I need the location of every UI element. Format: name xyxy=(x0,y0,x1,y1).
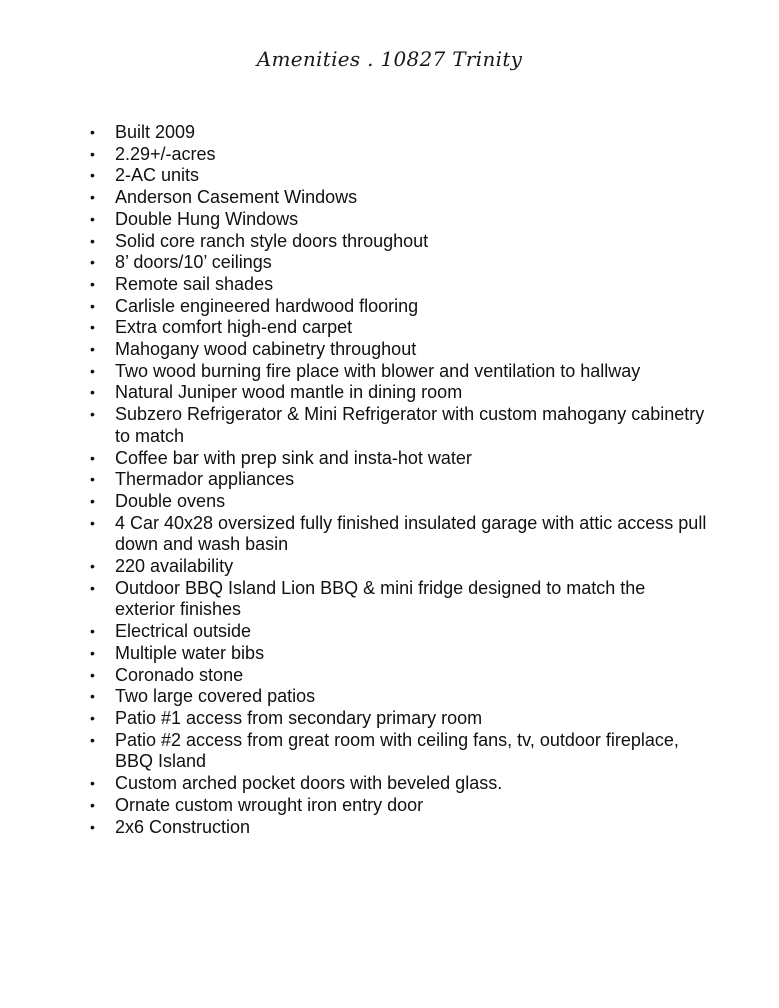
bullet-icon: • xyxy=(90,232,95,249)
list-item-text: Solid core ranch style doors throughout xyxy=(115,230,429,251)
list-item-text: Subzero Refrigerator & Mini Refrigerator with custom mahogany cabinetry to match xyxy=(115,404,705,446)
list-item xyxy=(90,513,710,556)
bullet-icon: • xyxy=(90,709,95,726)
bullet-icon: • xyxy=(90,492,95,509)
list-item-text: 8’ doors/10’ ceilings xyxy=(115,252,272,273)
list-item-text: Mahogany wood cabinetry throughout xyxy=(115,339,417,360)
bullet-icon: • xyxy=(90,471,95,488)
bullet-icon: • xyxy=(90,189,95,206)
list-item-text: Coronado stone xyxy=(115,664,244,685)
bullet-icon: • xyxy=(90,319,95,336)
bullet-icon: • xyxy=(90,514,95,531)
list-item-text: 220 availability xyxy=(115,556,234,577)
list-item-text: Natural Juniper wood mantle in dining room xyxy=(115,382,463,403)
list-item-text: Extra comfort high-end carpet xyxy=(115,317,353,338)
bullet-icon: • xyxy=(90,297,95,314)
bullet-icon: • xyxy=(90,449,95,466)
list-item-text: 4 Car 40x28 oversized fully finished insulated garage with attic access pull down and wash basin xyxy=(115,512,707,555)
bullet-icon: • xyxy=(90,341,95,358)
list-item xyxy=(90,144,710,166)
list-item xyxy=(90,795,710,817)
list-item-text: Double ovens xyxy=(115,490,226,511)
bullet-icon: • xyxy=(90,145,95,162)
list-item xyxy=(90,621,710,643)
list-item-text: Custom arched pocket doors with beveled glass. xyxy=(115,773,503,794)
list-item xyxy=(90,643,710,665)
list-item-text: Double Hung Windows xyxy=(115,208,299,229)
bullet-icon: • xyxy=(90,362,95,379)
list-item xyxy=(90,296,710,318)
list-item xyxy=(90,578,710,621)
list-item xyxy=(90,187,710,209)
list-item xyxy=(90,382,710,404)
bullet-icon: • xyxy=(90,210,95,227)
list-item xyxy=(90,730,710,773)
list-item-text: 2-AC units xyxy=(115,165,200,186)
list-item-text: Patio #1 access from secondary primary room xyxy=(115,707,483,728)
list-item-text: Coffee bar with prep sink and insta-hot water xyxy=(115,447,472,468)
list-item xyxy=(90,491,710,513)
bullet-icon: • xyxy=(90,384,95,401)
list-item-text: Two wood burning fire place with blower and ventilation to hallway xyxy=(115,360,641,381)
bullet-icon: • xyxy=(90,167,95,184)
list-item-text: Patio #2 access from great room with ceiling fans, tv, outdoor fireplace, BBQ Island xyxy=(115,729,679,772)
list-item-text: Multiple water bibs xyxy=(115,642,265,663)
list-item-text: Outdoor BBQ Island Lion BBQ & mini fridge designed to match the exterior finishes xyxy=(115,577,646,620)
list-item xyxy=(90,209,710,231)
list-item xyxy=(90,122,710,144)
bullet-icon: • xyxy=(90,775,95,792)
list-item-text: 2x6 Construction xyxy=(115,816,251,837)
list-item xyxy=(90,448,710,470)
list-item xyxy=(90,469,710,491)
list-item-text: Carlisle engineered hardwood flooring xyxy=(115,295,419,316)
bullet-icon: • xyxy=(90,623,95,640)
list-item xyxy=(90,231,710,253)
bullet-icon: • xyxy=(90,666,95,683)
bullet-icon: • xyxy=(90,275,95,292)
list-item xyxy=(90,773,710,795)
list-item xyxy=(90,317,710,339)
list-item-text: Built 2009 xyxy=(115,122,196,142)
list-item xyxy=(90,686,710,708)
list-item xyxy=(90,339,710,361)
bullet-icon: • xyxy=(90,124,95,140)
list-item-text: Ornate custom wrought iron entry door xyxy=(115,794,424,815)
list-item-text: Two large covered patios xyxy=(115,686,316,707)
bullet-icon: • xyxy=(90,796,95,813)
list-item xyxy=(90,165,710,187)
bullet-icon: • xyxy=(90,731,95,748)
bullet-icon: • xyxy=(90,254,95,271)
list-item-text: Anderson Casement Windows xyxy=(115,187,358,208)
document-title: Amenities . 10827 Trinity xyxy=(256,47,523,71)
list-item xyxy=(90,252,710,274)
amenities-list xyxy=(90,122,710,838)
list-item xyxy=(90,817,710,839)
bullet-icon: • xyxy=(90,558,95,575)
list-item-text: Thermador appliances xyxy=(115,469,295,490)
list-item-text: Remote sail shades xyxy=(115,273,274,294)
bullet-icon: • xyxy=(90,406,95,423)
bullet-icon: • xyxy=(90,688,95,705)
list-item xyxy=(90,556,710,578)
list-item xyxy=(90,361,710,383)
list-item-text: Electrical outside xyxy=(115,621,252,642)
bullet-icon: • xyxy=(90,579,95,596)
list-item xyxy=(90,708,710,730)
bullet-icon: • xyxy=(90,818,95,835)
bullet-icon: • xyxy=(90,644,95,661)
list-item-text: 2.29+/-acres xyxy=(115,143,216,164)
list-item xyxy=(90,274,710,296)
list-item xyxy=(90,665,710,687)
list-item xyxy=(90,404,710,447)
